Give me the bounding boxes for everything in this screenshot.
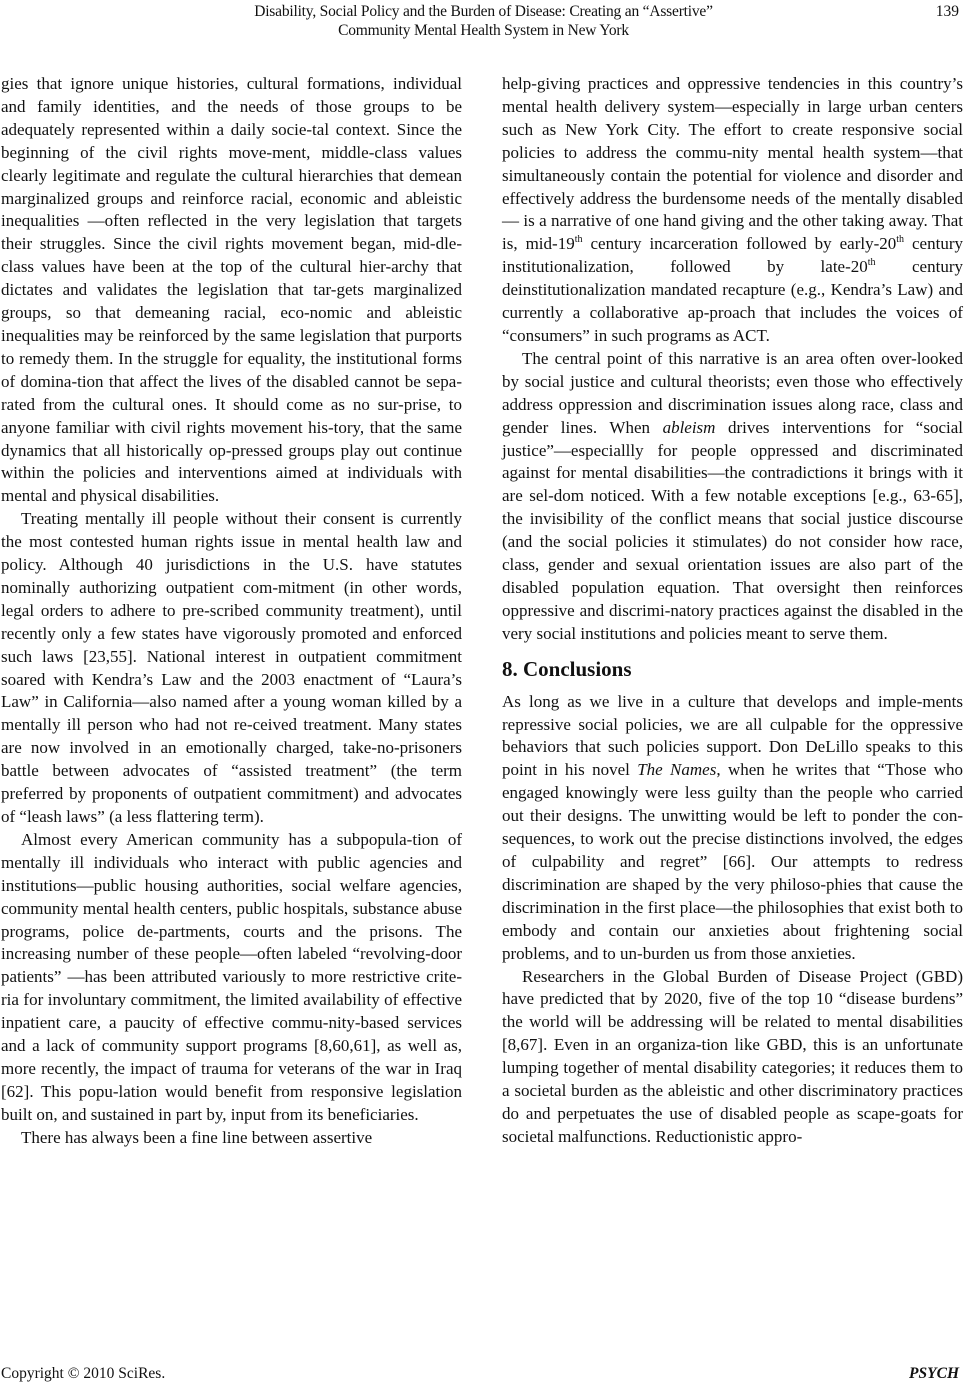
text-run: century deinstitutionalization mandated recapture (e.g., Kendra’s Law) and currently a collaborative ap-proach that includes the voices of “consumers” in such programs as ACT. [502, 257, 963, 345]
superscript: th [574, 234, 583, 246]
text-run: The central point of this narrative is an area often over-looked by social justice and cultural theorists; even those who effectively address oppression and discrimination issues along race, class and gender lines. When [502, 348, 963, 437]
superscript: th [867, 257, 876, 269]
paragraph: Almost every American community has a subpopula-tion of mentally ill individuals who interact with public agencies and institutions—public housing authorities, social welfare agencies, community mental health centers, public hospitals, substance abuse programs, police de-partments, courts and the prisons. The increasing number of these people—often labeled “revolving-door patients” —has been attributed variously to more restrictive crite-ria for involuntary commitment, the limited availability of effective inpatient care, a paucity of effective commu-nity-based services and a lack of community support programs [8,60,61], as well as, more recently, the impact of trauma for veterans of the war in Iraq [62]. This popu-lation would benefit from responsive legislation built on, and sustained in part by, input from its beneficiaries. [1, 829, 462, 1124]
text-run: century institutionalization, followed by late-20 [502, 234, 963, 277]
paragraph [502, 348, 963, 646]
text-run: , when he writes that “Those who engaged knowingly were less guilty than the people who carried out their designs. The unwitting would be left to ponder the con-sequences, to work out the precise distinctions involved, the edges of culpability and regret” [66]. Our attempts to redress discrimination are shaped by the very philoso-phies that cause the discrimination in the first place—the philosophies that exist both to embody and contain our anxieties about frightening social problems, and to un-burden us from those anxieties. [502, 760, 963, 963]
emphasis: ableism [662, 417, 716, 437]
text-run: As long as we live in a culture that develops and imple-ments repressive social policies, we are all culpable for the oppressive behaviors that such policies support. Don DeLillo speaks to this point in his novel [502, 691, 963, 780]
running-head-line-2: Community Mental Health System in New York [338, 22, 629, 39]
paragraph: There has always been a fine line between assertive [21, 1127, 373, 1147]
text-run: drives interventions for “social justice”—especiallly for people oppressed and discriminated against for mental disabilities—the contradictions it brings with it are sel-dom noticed. With a few notable exceptions [e.g., 63-65], the invisibility of the conflict means that social justice discourse (and the social policies it stimulates) do not consider how race, class, gender and sexual orientation issues are also part of the disabled population equation. That oversight then reinforces oppressive and discrimi-natory practices against the disabled in the very social institutions and policies meant to serve them. [502, 417, 963, 643]
page-number: 139 [935, 3, 959, 20]
paragraph [502, 73, 963, 348]
paragraph: Treating mentally ill people without their consent is currently the most contested human rights issue in mental health law and policy. Although 40 jurisdictions in the U.S. have statutes nominally authorizing outpatient com-mitment (in other words, legal orders to adhere to pre-scribed community treatment), until recently only a few states have vigorously promoted and enforced such laws [23,55]. National interest in outpatient commitment soared with Kendra’s Law and the 2003 enactment of “Laura’s Law” in California—also named after a young woman killed by a mentally ill person who had not re-ceived treatment. Many states are now involved in an emotionally charged, take-no-prisoners battle between advocates of “assisted treatment” (the term preferred by proponents of outpatient commitment) and advocates of “leash laws” (a less flattering term). [1, 509, 462, 826]
text-run: help-giving practices and oppressive tendencies in this country’s mental health delivery system—especially in large urban centers such as New York City. The effort to create responsive social policies to address the commu-nity mental health system—that simultaneously contain the potential for violence and disorder and effectively address the burdensome needs of the mentally disabled— is a narrative of one hand giving and the other taking away. That is, mid-19 [502, 74, 963, 254]
paragraph: Researchers in the Global Burden of Disease Project (GBD) have predicted that by 2020, five of the top 10 “disease burdens” the world will be addressing will be related to mental disabilities [8,67]. Even in an organiza-tion like GBD, this is an unfortunate lumping together of mental disability categories; it reduces them to a societal burden as the ableistic and other discriminatory practices do and perpetuates the use of disabled people as scape-goats for societal malfunctions. Reductionistic appro- [502, 966, 963, 1146]
book-title: The Names [637, 760, 717, 780]
text-run: century incarceration followed by early-20 [582, 234, 897, 254]
running-head [0, 2, 967, 40]
left-column [1, 73, 462, 1150]
copyright-notice: Copyright © 2010 SciRes. [1, 1365, 166, 1382]
running-head-line-1: Disability, Social Policy and the Burden of Disease: Creating an “Assertive” [254, 3, 713, 20]
journal-name: PSYCH [909, 1365, 959, 1382]
paragraph: gies that ignore unique histories, cultural formations, individual and family identities, and the needs of those groups to be adequately represented within a daily socie-tal context. Since the beginning of the civil rights move-ment, middle-class values clearly legitimate and regulate the cultural hierarchies that demean marginalized groups and reinforce racial, economic and ableistic inequalities —often reflected in the very legislation that targets their struggles. Since the civil rights movement began, mid-dle-class values have been at the top of the cultural hier-archy that dictates and validates the legislation that tar-gets marginalized groups, so that demeaning racial, eco-nomic and ableistic inequalities may be reinforced by the same legislation that purports to remedy them. In the struggle for equality, the institutional forms of domina-tion that affect the lives of the disabled cannot be sepa-rated from the cultural ones. It should come as no sur-prise, to anyone familiar with civil rights movement his-tory, that the same dynamics that all historically op-pressed groups play out continue within the policies and interventions aimed at individuals with mental and physical disabilities. [1, 74, 462, 506]
superscript: th [896, 234, 905, 246]
section-heading: 8. Conclusions [502, 656, 632, 681]
right-column [502, 73, 963, 1149]
paragraph [502, 691, 963, 966]
